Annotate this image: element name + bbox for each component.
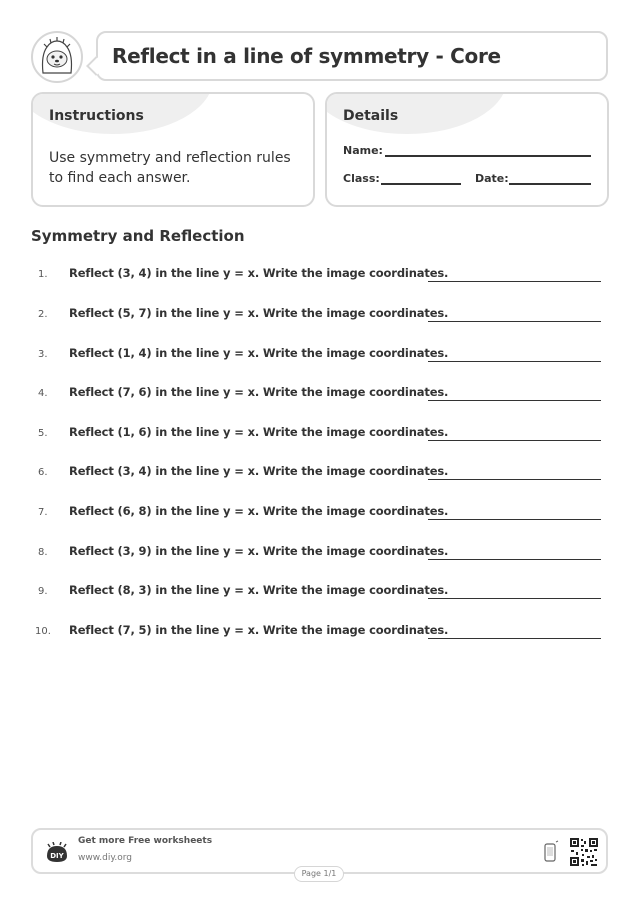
details-heading: Details <box>343 108 399 124</box>
question-number: 6. <box>38 467 48 478</box>
question-row <box>0 582 640 602</box>
question-number: 5. <box>38 428 48 439</box>
instructions-heading: Instructions <box>49 108 144 124</box>
page-indicator: Page 1/1 <box>294 866 344 882</box>
question-number: 1. <box>38 269 48 280</box>
question-number: 2. <box>38 309 48 320</box>
question-row <box>0 384 640 404</box>
diy-logo-icon[interactable] <box>45 842 67 862</box>
question-text: Reflect (3, 4) in the line y = x. Write the image coordinates. <box>69 266 449 280</box>
question-row <box>0 622 640 642</box>
page-title: Reflect in a line of symmetry - Core <box>112 44 501 68</box>
question-row <box>0 265 640 285</box>
question-row <box>0 503 640 523</box>
details-card <box>325 92 609 207</box>
answer-line[interactable] <box>428 598 601 599</box>
name-label: Name: <box>343 144 383 157</box>
qr-code-icon[interactable] <box>569 837 599 867</box>
class-label: Class: <box>343 172 380 185</box>
question-number: 9. <box>38 586 48 597</box>
question-number: 4. <box>38 388 48 399</box>
instructions-card <box>31 92 315 207</box>
question-number: 8. <box>38 547 48 558</box>
question-number: 7. <box>38 507 48 518</box>
class-field[interactable] <box>381 183 461 185</box>
question-text: Reflect (1, 6) in the line y = x. Write the image coordinates. <box>69 425 449 439</box>
question-number: 3. <box>38 349 48 360</box>
question-text: Reflect (7, 5) in the line y = x. Write the image coordinates. <box>69 623 449 637</box>
instructions-text: Use symmetry and reflection rules to find each answer. <box>49 150 291 186</box>
question-row <box>0 543 640 563</box>
question-text: Reflect (7, 6) in the line y = x. Write the image coordinates. <box>69 385 449 399</box>
question-text: Reflect (8, 3) in the line y = x. Write the image coordinates. <box>69 583 449 597</box>
answer-line[interactable] <box>428 440 601 441</box>
logo-text: DIY <box>50 852 64 860</box>
phone-icon <box>543 840 559 864</box>
question-row <box>0 463 640 483</box>
yeti-mascot-icon <box>31 31 83 83</box>
answer-line[interactable] <box>428 281 601 282</box>
answer-line[interactable] <box>428 400 601 401</box>
question-text: Reflect (6, 8) in the line y = x. Write the image coordinates. <box>69 504 449 518</box>
footer-promo-text: Get more Free worksheets <box>78 836 213 846</box>
section-title: Symmetry and Reflection <box>31 227 245 245</box>
answer-line[interactable] <box>428 519 601 520</box>
date-label: Date: <box>475 172 509 185</box>
answer-line[interactable] <box>428 638 601 639</box>
answer-line[interactable] <box>428 361 601 362</box>
question-row <box>0 305 640 325</box>
answer-line[interactable] <box>428 479 601 480</box>
question-text: Reflect (5, 7) in the line y = x. Write the image coordinates. <box>69 306 449 320</box>
question-text: Reflect (3, 9) in the line y = x. Write the image coordinates. <box>69 544 449 558</box>
question-text: Reflect (1, 4) in the line y = x. Write the image coordinates. <box>69 346 449 360</box>
date-field[interactable] <box>509 183 591 185</box>
title-banner <box>96 31 608 81</box>
answer-line[interactable] <box>428 321 601 322</box>
answer-line[interactable] <box>428 559 601 560</box>
footer-link[interactable]: www.diy.org <box>78 853 132 863</box>
question-number: 10. <box>35 626 51 637</box>
question-text: Reflect (3, 4) in the line y = x. Write the image coordinates. <box>69 464 449 478</box>
question-row <box>0 345 640 365</box>
name-field[interactable] <box>385 155 591 157</box>
question-row <box>0 424 640 444</box>
